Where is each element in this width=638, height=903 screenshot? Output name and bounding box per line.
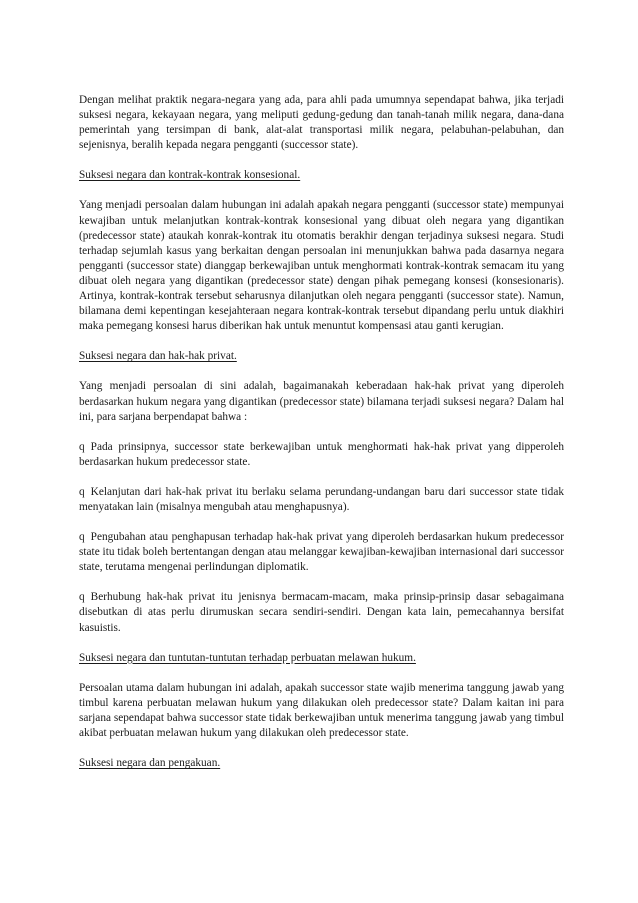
bullet-item [79,440,564,470]
heading-tuntutan-hukum: Suksesi negara dan tuntutan-tuntutan terhadap perbuatan melawan hukum. [79,651,416,664]
bullet-item [79,530,564,575]
privat-paragraph: Yang menjadi persoalan di sini adalah, bagaimanakah keberadaan hak-hak privat yang diperoleh berdasarkan hukum negara yang digantikan (predecessor state) bilamana terjadi suksesi negara? Dalam hal ini, para sarjana berpendapat bahwa : [79,380,564,423]
bullet-text: Pada prinsipnya, successor state berkewajiban untuk menghormati hak-hak privat yang dipperoleh berdasarkan hukum predecessor state. [79,440,564,468]
intro-paragraph: Dengan melihat praktik negara-negara yang ada, para ahli pada umumnya sependapat bahwa, jika terjadi suksesi negara, kekayaan negara, yang meliputi gedung-gedung dan tanah-tanah milik negara, dana-dana pemerintah yang tersimpan di bank, alat-alat transportasi milik negara, pelabuhan-pelabuhan, dan sejenisnya, beralih kepada negara pengganti (successor state). [79,94,564,152]
bullet-marker: q [79,440,85,453]
heading-pengakuan: Suksesi negara dan pengakuan. [79,757,221,770]
document-page [79,93,564,786]
bullet-item [79,485,564,515]
bullet-marker: q [79,485,85,498]
kontrak-paragraph: Yang menjadi persoalan dalam hubungan ini adalah apakah negara pengganti (successor state) mempunyai kewajiban untuk melanjutkan kontrak-kontrak konsesional yang dibuat oleh negara yang digantikan (predecessor state) ataukah konrak-kontrak itu otomatis berakhir dengan terjadinya suksesi negara. Studi terhadap sejumlah kasus yang berkaitan dengan persoalan ini menunjukkan bahwa pada dasarnya negara pengganti (successor state) dianggap berkewajiban untuk menghormati kontrak-kontrak semacam itu yang dibuat oleh negara yang digantikan (predecessor state) dengan pihak pemegang konsesi (konsesionaris). Artinya, kontrak-kontrak tersebut seharusnya dilanjutkan oleh negara pengganti (successor state). Namun, bilamana demi kepentingan kesejahteraan negara kontrak-kontrak tersebut dipandang perlu untuk diakhiri maka pemegang konsesi harus diberikan hak untuk menuntut kompensasi atau ganti kerugian. [79,199,564,333]
tuntutan-paragraph: Persoalan utama dalam hubungan ini adalah, apakah successor state wajib menerima tanggung jawab yang timbul karena perbuatan melawan hukum yang dilakukan oleh predecessor state? Dalam kaitan ini para sarjana sependapat bahwa successor state tidak berkewajiban untuk menerima tanggung jawab yang timbul akibat perbuatan melawan hukum yang dilakukan oleh predecessor state. [79,681,564,739]
heading-hak-privat: Suksesi negara dan hak-hak privat. [79,350,237,363]
bullet-marker: q [79,591,85,604]
bullet-text: Berhubung hak-hak privat itu jenisnya bermacam-macam, maka prinsip-prinsip dasar sebagaimana disebutkan di atas perlu dirumuskan secara sendiri-sendiri. Dengan kata lain, pemecahannya bersifat kasuistis. [79,591,564,634]
bullet-text: Pengubahan atau penghapusan terhadap hak-hak privat yang diperoleh berdasarkan hukum predecessor state itu tidak boleh bertentangan dengan atau melanggar kewajiban-kewajiban internasional dari successor state, terutama mengenai perlindungan diplomatik. [79,531,564,574]
heading-kontrak-konsesional: Suksesi negara dan kontrak-kontrak konsesional. [79,169,301,182]
bullet-item [79,590,564,635]
bullet-marker: q [79,531,85,544]
bullet-text: Kelanjutan dari hak-hak privat itu berlaku selama perundang-undangan baru dari successor state tidak menyatakan lain (misalnya mengubah atau menghapusnya). [79,485,564,513]
